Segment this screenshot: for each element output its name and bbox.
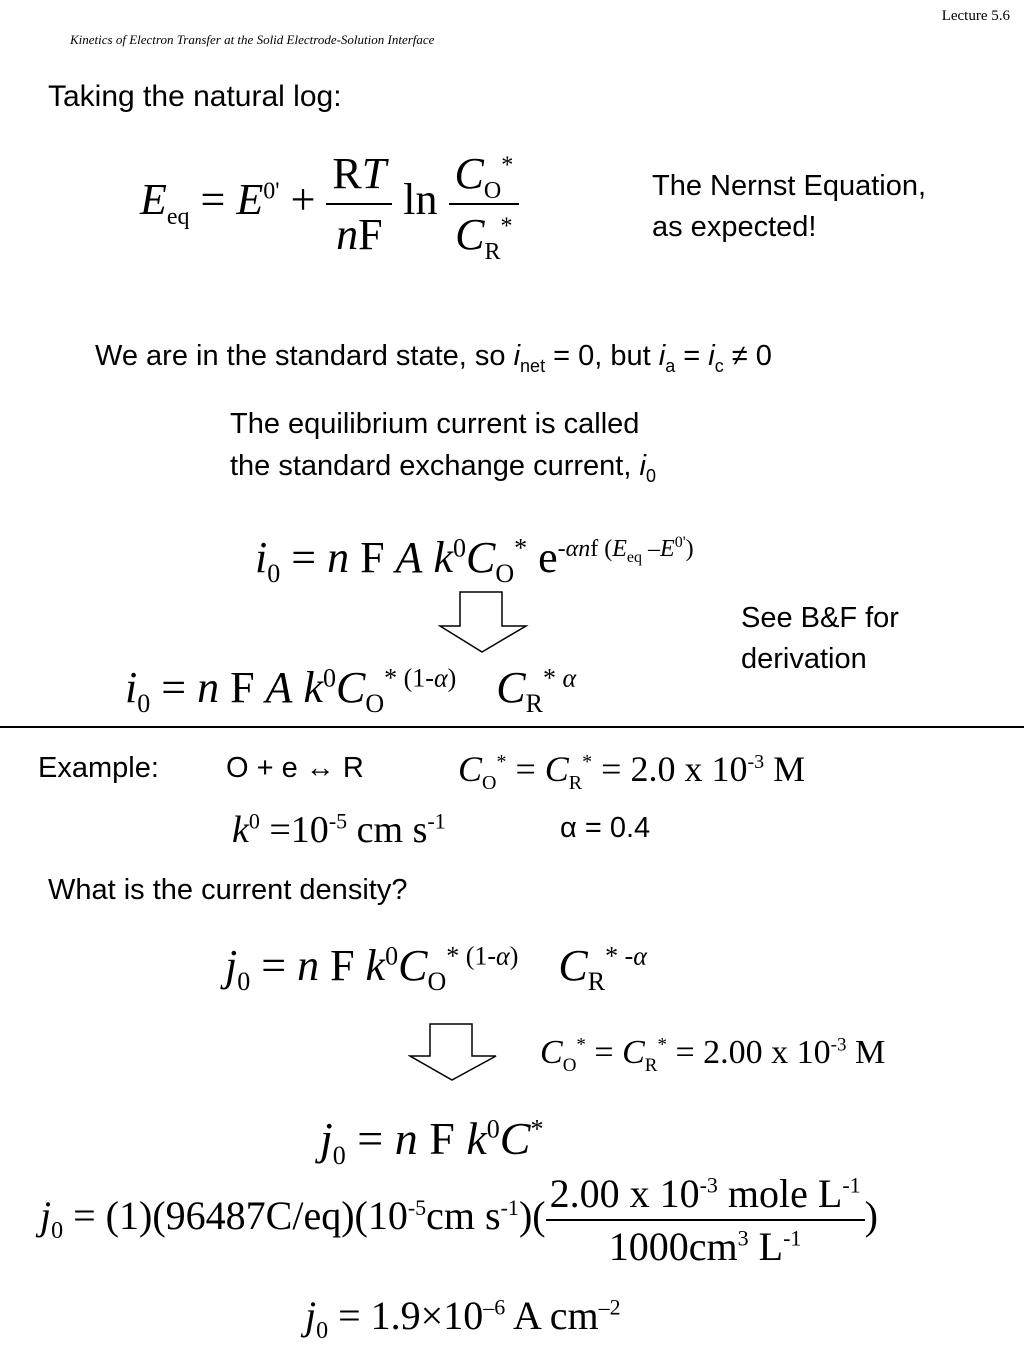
- lecture-number: Lecture 5.6: [941, 8, 1010, 24]
- slide-header-title: Kinetics of Electron Transfer at the Solid Electrode-Solution Interface: [70, 32, 435, 47]
- nernst-equation: $E_{eq} = E^{0'}$ + $\frac{RT}{nF}$ ln $\frac{C_O^*}{C_R^*}$: [140, 148, 519, 260]
- concentration-equation-2: $C_O^* = C_R^* = 2.00$ x $10^{-3}$ M: [540, 1034, 886, 1076]
- section-divider: [0, 726, 1024, 728]
- down-arrow-icon: [408, 1022, 500, 1082]
- question-text: What is the current density?: [48, 874, 408, 906]
- exchange-current-equation-2: $i_0 = n$ F A $k^0C_O^{* (1-\alpha)}$ $C_R^{* \alpha}$: [125, 663, 577, 718]
- exchange-current-equation-1: $i_0 = n$ F A $k^0C_O^*$ $e^{-\alpha nf (E_{eq} -E^{0'})}$: [255, 533, 694, 588]
- bf-note-line1: See B&F for: [741, 602, 899, 634]
- equilibrium-line2: the standard exchange current, $i_0$: [230, 450, 656, 486]
- bf-note-line2: derivation: [741, 643, 867, 675]
- current-density-equation-2: $j_0 = n$ F $k^0C^*$: [320, 1113, 544, 1171]
- standard-state-statement: We are in the standard state, so $i_{net} = 0$, but $i_a = i_c \ne 0$: [95, 340, 772, 376]
- reaction-text: O + e ↔ R: [226, 752, 364, 784]
- nernst-note-line2: as expected!: [652, 211, 817, 243]
- example-label: Example:: [38, 752, 159, 784]
- rate-constant-equation: $k^0 =10^{-5}$ cm $s^{-1}$: [232, 808, 446, 851]
- intro-text: Taking the natural log:: [48, 80, 342, 113]
- down-arrow-icon: [438, 590, 530, 654]
- concentration-equation: $C_O^* = C_R^* = 2.0$ x $10^{-3}$ M: [458, 749, 806, 795]
- equilibrium-line1: The equilibrium current is called: [230, 408, 640, 440]
- current-density-result: $j_0 = 1.9\times 10^{-6}$ A $cm^{-2}$: [305, 1293, 621, 1344]
- alpha-value: α = 0.4: [560, 812, 651, 844]
- nernst-note-line1: The Nernst Equation,: [652, 170, 927, 202]
- current-density-substitution: $j_0 = (1)(96487C/eq)(10^{-5}cm$ $s^{-1}$)( $\frac{2.00 x 10^{-3} mole L^{-1}}{1000cm^3 L^{-1}}$ ): [40, 1171, 878, 1269]
- current-density-equation-1: $j_0 = n$ F $k^0C_O^{* (1-\alpha)}$ $C_R^{* -\alpha}$: [225, 941, 647, 996]
